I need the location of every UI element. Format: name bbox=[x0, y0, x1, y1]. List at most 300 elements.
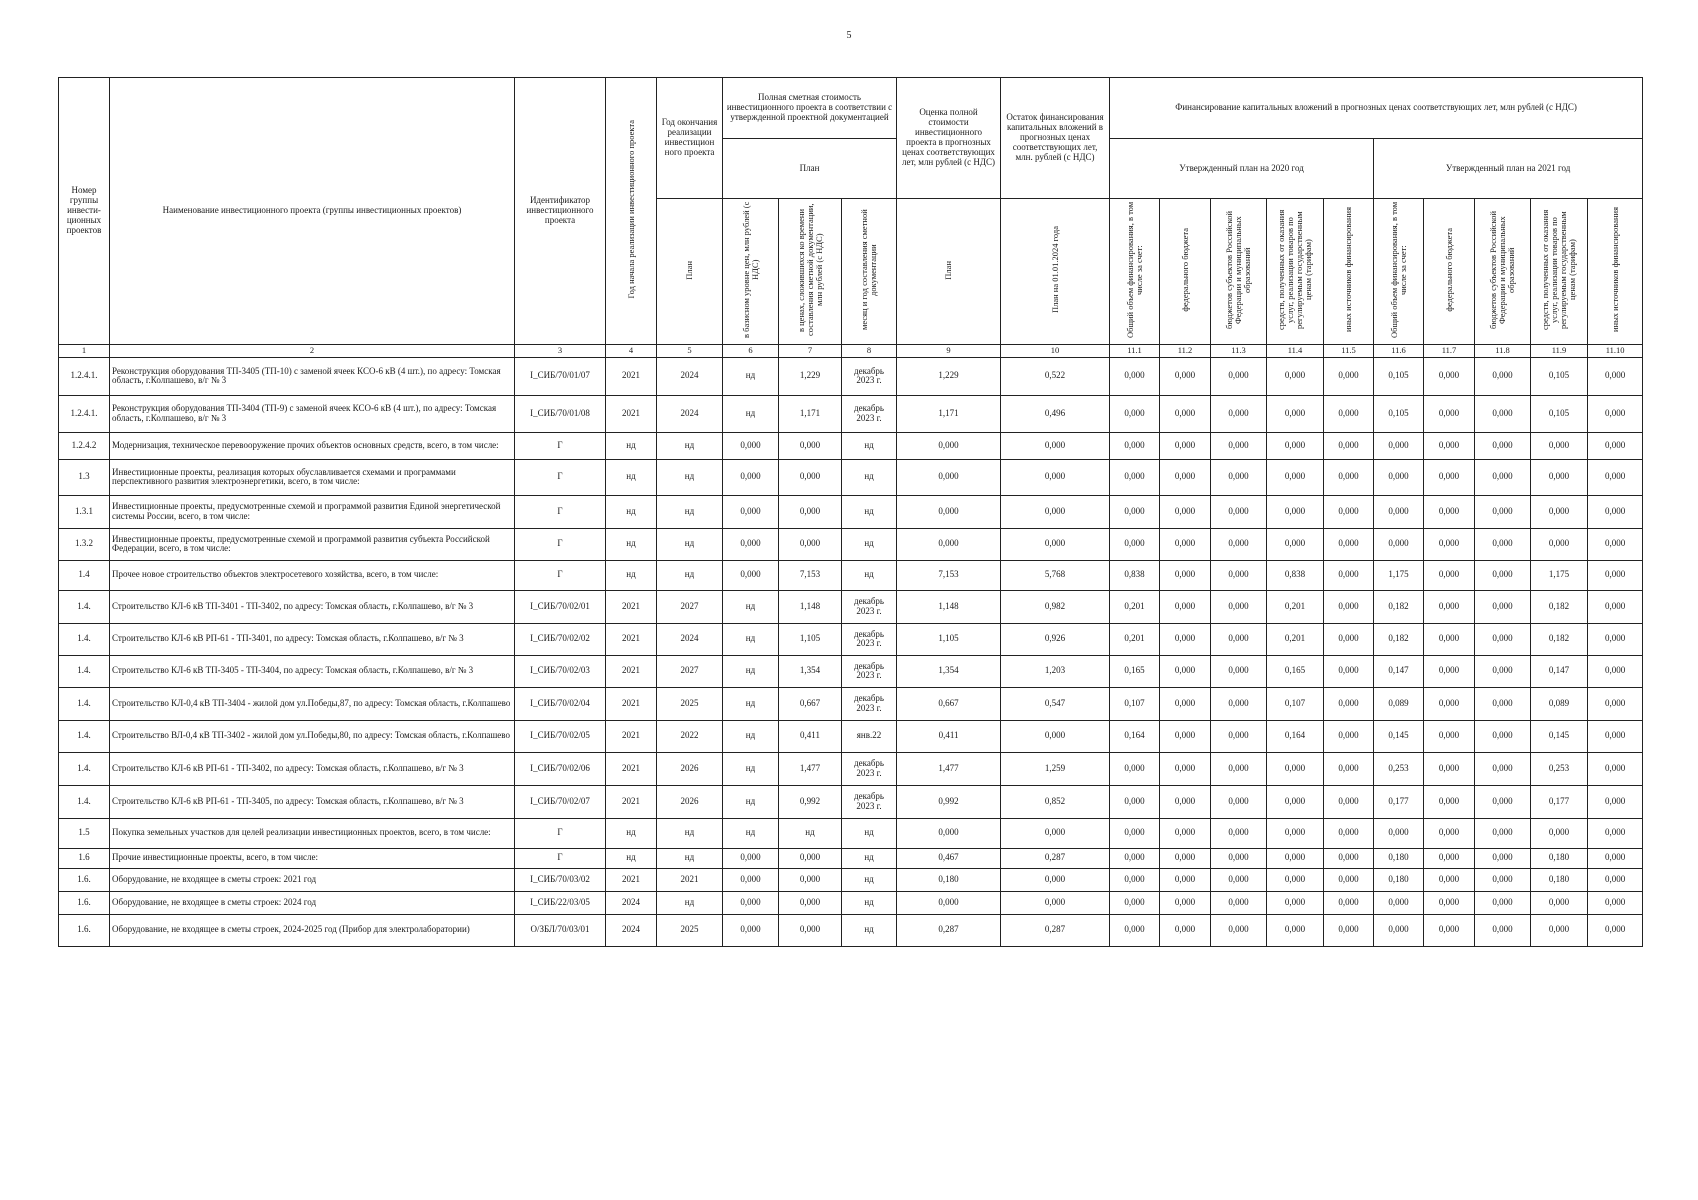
header-estimate-plan: План bbox=[897, 199, 1001, 345]
financing-value: 0,000 bbox=[1267, 785, 1324, 818]
column-number: 11.9 bbox=[1531, 344, 1588, 357]
financing-value: 0,180 bbox=[1531, 848, 1588, 868]
column-number: 2 bbox=[110, 344, 515, 357]
table-row bbox=[59, 687, 1643, 720]
financing-value: 0,182 bbox=[1531, 623, 1588, 655]
financing-value: 0,000 bbox=[1424, 432, 1475, 459]
estimate-date: нд bbox=[842, 459, 897, 495]
project-id: I_СИБ/70/02/06 bbox=[515, 752, 606, 785]
financing-value: 0,000 bbox=[1211, 818, 1267, 848]
end-year: 2027 bbox=[657, 590, 723, 623]
financing-value: 0,000 bbox=[1324, 655, 1374, 687]
financing-value: 0,000 bbox=[1160, 459, 1211, 495]
forecast-cost: 1,477 bbox=[897, 752, 1001, 785]
estimate-date: нд bbox=[842, 868, 897, 891]
financing-value: 0,000 bbox=[1531, 528, 1588, 560]
project-id: О/ЗБЛ/70/03/01 bbox=[515, 914, 606, 946]
header-full-cost-plan: План bbox=[723, 139, 897, 199]
start-year: 2021 bbox=[606, 655, 657, 687]
financing-value: 0,000 bbox=[1475, 623, 1531, 655]
financing-value: 0,105 bbox=[1531, 357, 1588, 395]
financing-value: 0,182 bbox=[1374, 623, 1424, 655]
end-year: нд bbox=[657, 818, 723, 848]
financing-value: 0,000 bbox=[1211, 528, 1267, 560]
start-year: 2021 bbox=[606, 590, 657, 623]
financing-value: 0,000 bbox=[1324, 891, 1374, 914]
financing-value: 0,000 bbox=[1160, 868, 1211, 891]
row-number: 1.6 bbox=[59, 848, 110, 868]
financing-value: 0,182 bbox=[1531, 590, 1588, 623]
estimate-date: декабрь 2023 г. bbox=[842, 785, 897, 818]
row-number: 1.2.4.1. bbox=[59, 395, 110, 432]
estimate-cost: 0,667 bbox=[779, 687, 842, 720]
financing-value: 0,000 bbox=[1267, 848, 1324, 868]
financing-value: 0,000 bbox=[1211, 848, 1267, 868]
end-year: 2022 bbox=[657, 720, 723, 752]
end-year: 2021 bbox=[657, 868, 723, 891]
financing-value: 0,000 bbox=[1424, 459, 1475, 495]
estimate-cost: 0,000 bbox=[779, 914, 842, 946]
base-price-cost: нд bbox=[723, 357, 779, 395]
financing-value: 0,000 bbox=[1531, 432, 1588, 459]
start-year: 2021 bbox=[606, 357, 657, 395]
financing-value: 0,180 bbox=[1531, 868, 1588, 891]
base-price-cost: 0,000 bbox=[723, 432, 779, 459]
column-number: 8 bbox=[842, 344, 897, 357]
financing-value: 0,000 bbox=[1160, 395, 1211, 432]
project-id: Г bbox=[515, 432, 606, 459]
project-name: Инвестиционные проекты, предусмотренные схемой и программой развития Единой энергетической системы России, всего, в том числе: bbox=[110, 495, 515, 528]
table-row bbox=[59, 528, 1643, 560]
base-price-cost: 0,000 bbox=[723, 868, 779, 891]
project-id: I_СИБ/70/01/08 bbox=[515, 395, 606, 432]
financing-value: 0,000 bbox=[1324, 528, 1374, 560]
financing-value: 0,000 bbox=[1160, 720, 1211, 752]
financing-value: 0,000 bbox=[1588, 432, 1643, 459]
start-year: нд bbox=[606, 818, 657, 848]
remaining-financing: 1,203 bbox=[1001, 655, 1110, 687]
financing-value: 0,000 bbox=[1531, 459, 1588, 495]
end-year: нд bbox=[657, 432, 723, 459]
financing-value: 0,000 bbox=[1211, 687, 1267, 720]
financing-value: 0,000 bbox=[1324, 560, 1374, 590]
row-number: 1.3.1 bbox=[59, 495, 110, 528]
start-year: 2021 bbox=[606, 785, 657, 818]
row-number: 1.4. bbox=[59, 590, 110, 623]
financing-value: 0,000 bbox=[1588, 687, 1643, 720]
financing-value: 0,165 bbox=[1267, 655, 1324, 687]
table-row bbox=[59, 623, 1643, 655]
financing-value: 0,000 bbox=[1424, 623, 1475, 655]
column-number: 6 bbox=[723, 344, 779, 357]
forecast-cost: 0,000 bbox=[897, 459, 1001, 495]
financing-value: 0,107 bbox=[1267, 687, 1324, 720]
financing-value: 1,175 bbox=[1374, 560, 1424, 590]
financing-value: 0,000 bbox=[1324, 623, 1374, 655]
financing-value: 0,177 bbox=[1374, 785, 1424, 818]
financing-value: 0,000 bbox=[1110, 495, 1160, 528]
financing-value: 0,000 bbox=[1110, 891, 1160, 914]
estimate-cost: 1,477 bbox=[779, 752, 842, 785]
estimate-cost: 1,148 bbox=[779, 590, 842, 623]
project-name: Модернизация, техническое перевооружение прочих объектов основных средств, всего, в том числе: bbox=[110, 432, 515, 459]
financing-value: 0,089 bbox=[1374, 687, 1424, 720]
end-year: 2026 bbox=[657, 785, 723, 818]
header-base-prices: в базисном уровне цен, млн рублей (с НДС) bbox=[723, 199, 779, 345]
remaining-financing: 0,000 bbox=[1001, 432, 1110, 459]
forecast-cost: 1,229 bbox=[897, 357, 1001, 395]
financing-value: 0,000 bbox=[1424, 720, 1475, 752]
estimate-cost: 0,000 bbox=[779, 868, 842, 891]
end-year: нд bbox=[657, 459, 723, 495]
base-price-cost: 0,000 bbox=[723, 560, 779, 590]
financing-value: 0,000 bbox=[1588, 720, 1643, 752]
financing-value: 0,000 bbox=[1588, 752, 1643, 785]
financing-value: 0,000 bbox=[1324, 914, 1374, 946]
forecast-cost: 0,992 bbox=[897, 785, 1001, 818]
remaining-financing: 0,000 bbox=[1001, 495, 1110, 528]
financing-value: 0,000 bbox=[1211, 495, 1267, 528]
column-number: 7 bbox=[779, 344, 842, 357]
financing-value: 0,000 bbox=[1160, 432, 1211, 459]
remaining-financing: 0,000 bbox=[1001, 868, 1110, 891]
estimate-cost: 0,000 bbox=[779, 891, 842, 914]
base-price-cost: 0,000 bbox=[723, 914, 779, 946]
financing-value: 0,000 bbox=[1475, 785, 1531, 818]
financing-value: 0,000 bbox=[1475, 590, 1531, 623]
row-number: 1.5 bbox=[59, 818, 110, 848]
project-name: Реконструкция оборудования ТП-3404 (ТП-9) с заменой ячеек КСО-6 кВ (4 шт.), по адресу: Томская область, г.Колпашево, в/г № 3 bbox=[110, 395, 515, 432]
financing-value: 0,164 bbox=[1110, 720, 1160, 752]
financing-value: 0,000 bbox=[1324, 432, 1374, 459]
financing-value: 0,000 bbox=[1110, 459, 1160, 495]
end-year: 2024 bbox=[657, 357, 723, 395]
financing-value: 0,000 bbox=[1531, 914, 1588, 946]
header-remaining-plan: План на 01.01.2024 года bbox=[1001, 199, 1110, 345]
financing-value: 0,000 bbox=[1110, 357, 1160, 395]
column-number: 11.2 bbox=[1160, 344, 1211, 357]
end-year: 2024 bbox=[657, 623, 723, 655]
forecast-cost: 1,354 bbox=[897, 655, 1001, 687]
financing-value: 0,000 bbox=[1475, 720, 1531, 752]
estimate-cost: 0,000 bbox=[779, 459, 842, 495]
financing-value: 0,000 bbox=[1424, 752, 1475, 785]
header-end-year-plan: План bbox=[657, 199, 723, 345]
financing-value: 0,105 bbox=[1374, 395, 1424, 432]
estimate-date: нд bbox=[842, 848, 897, 868]
row-number: 1.6. bbox=[59, 868, 110, 891]
financing-value: 0,000 bbox=[1160, 891, 1211, 914]
financing-value: 0,000 bbox=[1160, 687, 1211, 720]
financing-value: 0,000 bbox=[1211, 395, 1267, 432]
financing-value: 0,000 bbox=[1211, 720, 1267, 752]
row-number: 1.4. bbox=[59, 752, 110, 785]
estimate-date: декабрь 2023 г. bbox=[842, 395, 897, 432]
project-id: Г bbox=[515, 818, 606, 848]
project-id: I_СИБ/22/03/05 bbox=[515, 891, 606, 914]
financing-value: 0,201 bbox=[1110, 623, 1160, 655]
estimate-date: декабрь 2023 г. bbox=[842, 590, 897, 623]
project-name: Оборудование, не входящее в сметы строек: 2021 год bbox=[110, 868, 515, 891]
start-year: 2021 bbox=[606, 868, 657, 891]
financing-value: 0,000 bbox=[1424, 785, 1475, 818]
financing-value: 0,000 bbox=[1588, 891, 1643, 914]
start-year: 2021 bbox=[606, 720, 657, 752]
financing-value: 0,838 bbox=[1267, 560, 1324, 590]
project-id: Г bbox=[515, 528, 606, 560]
financing-value: 0,000 bbox=[1211, 914, 1267, 946]
project-name: Оборудование, не входящее в сметы строек: 2024 год bbox=[110, 891, 515, 914]
header-2020-regional: бюджетов субъектов Российской Федерации и муниципальных образований bbox=[1211, 199, 1267, 345]
header-2021-federal: федерального бюджета bbox=[1424, 199, 1475, 345]
start-year: нд bbox=[606, 560, 657, 590]
financing-value: 0,000 bbox=[1588, 818, 1643, 848]
table-row bbox=[59, 560, 1643, 590]
project-name: Строительство КЛ-6 кВ ТП-3405 - ТП-3404, по адресу: Томская область, г.Колпашево, в/г № 3 bbox=[110, 655, 515, 687]
base-price-cost: нд bbox=[723, 623, 779, 655]
end-year: 2024 bbox=[657, 395, 723, 432]
financing-value: 0,000 bbox=[1424, 495, 1475, 528]
financing-value: 0,000 bbox=[1110, 868, 1160, 891]
financing-value: 0,000 bbox=[1475, 560, 1531, 590]
financing-value: 0,000 bbox=[1531, 891, 1588, 914]
remaining-financing: 0,000 bbox=[1001, 720, 1110, 752]
investment-table bbox=[58, 77, 1643, 947]
start-year: нд bbox=[606, 528, 657, 560]
project-id: Г bbox=[515, 495, 606, 528]
financing-value: 0,000 bbox=[1324, 495, 1374, 528]
table-row bbox=[59, 655, 1643, 687]
financing-value: 0,000 bbox=[1475, 357, 1531, 395]
financing-value: 0,000 bbox=[1424, 914, 1475, 946]
estimate-date: нд bbox=[842, 560, 897, 590]
financing-value: 0,000 bbox=[1424, 560, 1475, 590]
financing-value: 0,000 bbox=[1374, 891, 1424, 914]
financing-value: 0,000 bbox=[1110, 914, 1160, 946]
column-number: 5 bbox=[657, 344, 723, 357]
forecast-cost: 0,287 bbox=[897, 914, 1001, 946]
table-row bbox=[59, 459, 1643, 495]
financing-value: 0,000 bbox=[1374, 914, 1424, 946]
financing-value: 0,000 bbox=[1475, 495, 1531, 528]
project-id: I_СИБ/70/01/07 bbox=[515, 357, 606, 395]
financing-value: 0,000 bbox=[1211, 785, 1267, 818]
estimate-cost: 1,171 bbox=[779, 395, 842, 432]
column-number: 11.8 bbox=[1475, 344, 1531, 357]
financing-value: 0,000 bbox=[1160, 560, 1211, 590]
end-year: нд bbox=[657, 891, 723, 914]
project-name: Реконструкция оборудования ТП-3405 (ТП-10) с заменой ячеек КСО-6 кВ (4 шт.), по адресу: Томская область, г.Колпашево, в/г № 3 bbox=[110, 357, 515, 395]
start-year: нд bbox=[606, 459, 657, 495]
project-name: Покупка земельных участков для целей реализации инвестиционных проектов, всего, в том числе: bbox=[110, 818, 515, 848]
financing-value: 0,000 bbox=[1374, 459, 1424, 495]
base-price-cost: нд bbox=[723, 818, 779, 848]
header-full-cost: Полная сметная стоимость инвестиционного проекта в соответствии с утвержденной проектной документацией bbox=[723, 78, 897, 139]
financing-value: 0,000 bbox=[1211, 432, 1267, 459]
financing-value: 0,000 bbox=[1211, 560, 1267, 590]
estimate-date: декабрь 2023 г. bbox=[842, 623, 897, 655]
base-price-cost: 0,000 bbox=[723, 528, 779, 560]
financing-value: 0,000 bbox=[1324, 848, 1374, 868]
column-number-row bbox=[59, 344, 1643, 357]
financing-value: 0,164 bbox=[1267, 720, 1324, 752]
project-name: Инвестиционные проекты, реализация которых обуславливается схемами и программами перспективного развития электроэнергетики, всего, в том числе: bbox=[110, 459, 515, 495]
estimate-cost: 1,354 bbox=[779, 655, 842, 687]
forecast-cost: 0,000 bbox=[897, 891, 1001, 914]
financing-value: 0,000 bbox=[1424, 868, 1475, 891]
financing-value: 0,000 bbox=[1160, 914, 1211, 946]
header-2021-other: иных источников финансирования bbox=[1588, 199, 1643, 345]
project-name: Инвестиционные проекты, предусмотренные схемой и программой развития субъекта Российской Федерации, всего, в том числе: bbox=[110, 528, 515, 560]
forecast-cost: 7,153 bbox=[897, 560, 1001, 590]
row-number: 1.6. bbox=[59, 891, 110, 914]
financing-value: 0,000 bbox=[1211, 357, 1267, 395]
column-number: 11.5 bbox=[1324, 344, 1374, 357]
financing-value: 0,000 bbox=[1324, 868, 1374, 891]
financing-value: 0,000 bbox=[1324, 720, 1374, 752]
table-row bbox=[59, 395, 1643, 432]
column-number: 11.7 bbox=[1424, 344, 1475, 357]
financing-value: 0,000 bbox=[1588, 848, 1643, 868]
project-id: Г bbox=[515, 560, 606, 590]
project-id: Г bbox=[515, 459, 606, 495]
financing-value: 0,000 bbox=[1110, 785, 1160, 818]
base-price-cost: нд bbox=[723, 785, 779, 818]
financing-value: 0,000 bbox=[1110, 752, 1160, 785]
project-id: Г bbox=[515, 848, 606, 868]
financing-value: 0,000 bbox=[1160, 848, 1211, 868]
header-2021-tariff: средств, полученных от оказания услуг, реализации товаров по регулируемым государственным ценам (тарифам) bbox=[1531, 199, 1588, 345]
financing-value: 0,000 bbox=[1267, 395, 1324, 432]
financing-value: 0,000 bbox=[1475, 395, 1531, 432]
table-row bbox=[59, 720, 1643, 752]
end-year: нд bbox=[657, 495, 723, 528]
financing-value: 0,000 bbox=[1267, 495, 1324, 528]
financing-value: 0,000 bbox=[1110, 432, 1160, 459]
estimate-date: декабрь 2023 г. bbox=[842, 357, 897, 395]
header-project-id: Идентификатор инвестиционного проекта bbox=[515, 78, 606, 345]
financing-value: 0,000 bbox=[1475, 655, 1531, 687]
end-year: 2026 bbox=[657, 752, 723, 785]
row-number: 1.4 bbox=[59, 560, 110, 590]
end-year: 2025 bbox=[657, 914, 723, 946]
table-row bbox=[59, 357, 1643, 395]
end-year: нд bbox=[657, 528, 723, 560]
financing-value: 0,000 bbox=[1588, 914, 1643, 946]
remaining-financing: 0,547 bbox=[1001, 687, 1110, 720]
financing-value: 0,000 bbox=[1424, 528, 1475, 560]
forecast-cost: 0,000 bbox=[897, 495, 1001, 528]
financing-value: 0,000 bbox=[1588, 528, 1643, 560]
financing-value: 0,253 bbox=[1531, 752, 1588, 785]
end-year: нд bbox=[657, 848, 723, 868]
header-remaining: Остаток финансирования капитальных вложений в прогнозных ценах соответствующих лет, млн. рублей (с НДС) bbox=[1001, 78, 1110, 199]
project-id: I_СИБ/70/02/04 bbox=[515, 687, 606, 720]
table-header bbox=[59, 78, 1643, 358]
remaining-financing: 0,496 bbox=[1001, 395, 1110, 432]
project-id: I_СИБ/70/02/02 bbox=[515, 623, 606, 655]
financing-value: 0,147 bbox=[1374, 655, 1424, 687]
financing-value: 0,000 bbox=[1374, 495, 1424, 528]
header-start-year: Год начала реализации инвестиционного проекта bbox=[606, 78, 657, 345]
financing-value: 0,000 bbox=[1475, 818, 1531, 848]
financing-value: 0,000 bbox=[1424, 818, 1475, 848]
row-number: 1.4. bbox=[59, 655, 110, 687]
financing-value: 0,000 bbox=[1267, 432, 1324, 459]
estimate-date: декабрь 2023 г. bbox=[842, 752, 897, 785]
estimate-cost: 1,105 bbox=[779, 623, 842, 655]
header-plan-2020: Утвержденный план на 2020 год bbox=[1110, 139, 1374, 199]
remaining-financing: 5,768 bbox=[1001, 560, 1110, 590]
table-row bbox=[59, 495, 1643, 528]
base-price-cost: нд bbox=[723, 655, 779, 687]
estimate-cost: 0,000 bbox=[779, 432, 842, 459]
start-year: 2021 bbox=[606, 623, 657, 655]
financing-value: 0,000 bbox=[1267, 914, 1324, 946]
financing-value: 0,000 bbox=[1211, 655, 1267, 687]
estimate-date: нд bbox=[842, 891, 897, 914]
header-plan-2021: Утвержденный план на 2021 год bbox=[1374, 139, 1643, 199]
financing-value: 0,000 bbox=[1424, 687, 1475, 720]
row-number: 1.3 bbox=[59, 459, 110, 495]
forecast-cost: 1,171 bbox=[897, 395, 1001, 432]
table-row bbox=[59, 785, 1643, 818]
forecast-cost: 0,467 bbox=[897, 848, 1001, 868]
project-name: Строительство КЛ-6 кВ ТП-3401 - ТП-3402, по адресу: Томская область, г.Колпашево, в/г № 3 bbox=[110, 590, 515, 623]
project-id: I_СИБ/70/02/07 bbox=[515, 785, 606, 818]
financing-value: 0,000 bbox=[1324, 395, 1374, 432]
financing-value: 0,145 bbox=[1374, 720, 1424, 752]
financing-value: 0,000 bbox=[1324, 752, 1374, 785]
table-row bbox=[59, 752, 1643, 785]
start-year: 2021 bbox=[606, 752, 657, 785]
financing-value: 0,000 bbox=[1588, 590, 1643, 623]
financing-value: 1,175 bbox=[1531, 560, 1588, 590]
base-price-cost: нд bbox=[723, 720, 779, 752]
project-name: Строительство КЛ-0,4 кВ ТП-3404 - жилой дом ул.Победы,87, по адресу: Томская область, г.Колпашево bbox=[110, 687, 515, 720]
financing-value: 0,201 bbox=[1267, 590, 1324, 623]
start-year: нд bbox=[606, 495, 657, 528]
base-price-cost: 0,000 bbox=[723, 459, 779, 495]
estimate-date: янв.22 bbox=[842, 720, 897, 752]
financing-value: 0,107 bbox=[1110, 687, 1160, 720]
financing-value: 0,000 bbox=[1211, 752, 1267, 785]
row-number: 1.6. bbox=[59, 914, 110, 946]
financing-value: 0,000 bbox=[1160, 590, 1211, 623]
project-name: Строительство КЛ-6 кВ РП-61 - ТП-3401, по адресу: Томская область, г.Колпашево, в/г № 3 bbox=[110, 623, 515, 655]
financing-value: 0,000 bbox=[1588, 623, 1643, 655]
base-price-cost: нд bbox=[723, 752, 779, 785]
table-row bbox=[59, 818, 1643, 848]
financing-value: 0,000 bbox=[1160, 623, 1211, 655]
financing-value: 0,000 bbox=[1160, 785, 1211, 818]
estimate-date: декабрь 2023 г. bbox=[842, 687, 897, 720]
financing-value: 0,000 bbox=[1588, 495, 1643, 528]
table-row bbox=[59, 432, 1643, 459]
financing-value: 0,000 bbox=[1324, 357, 1374, 395]
column-number: 11.6 bbox=[1374, 344, 1424, 357]
row-number: 1.2.4.2 bbox=[59, 432, 110, 459]
end-year: 2027 bbox=[657, 655, 723, 687]
financing-value: 0,000 bbox=[1211, 459, 1267, 495]
column-number: 11.1 bbox=[1110, 344, 1160, 357]
base-price-cost: нд bbox=[723, 395, 779, 432]
financing-value: 0,000 bbox=[1588, 459, 1643, 495]
estimate-cost: нд bbox=[779, 818, 842, 848]
financing-value: 0,000 bbox=[1424, 395, 1475, 432]
row-number: 1.2.4.1. bbox=[59, 357, 110, 395]
table-row bbox=[59, 848, 1643, 868]
